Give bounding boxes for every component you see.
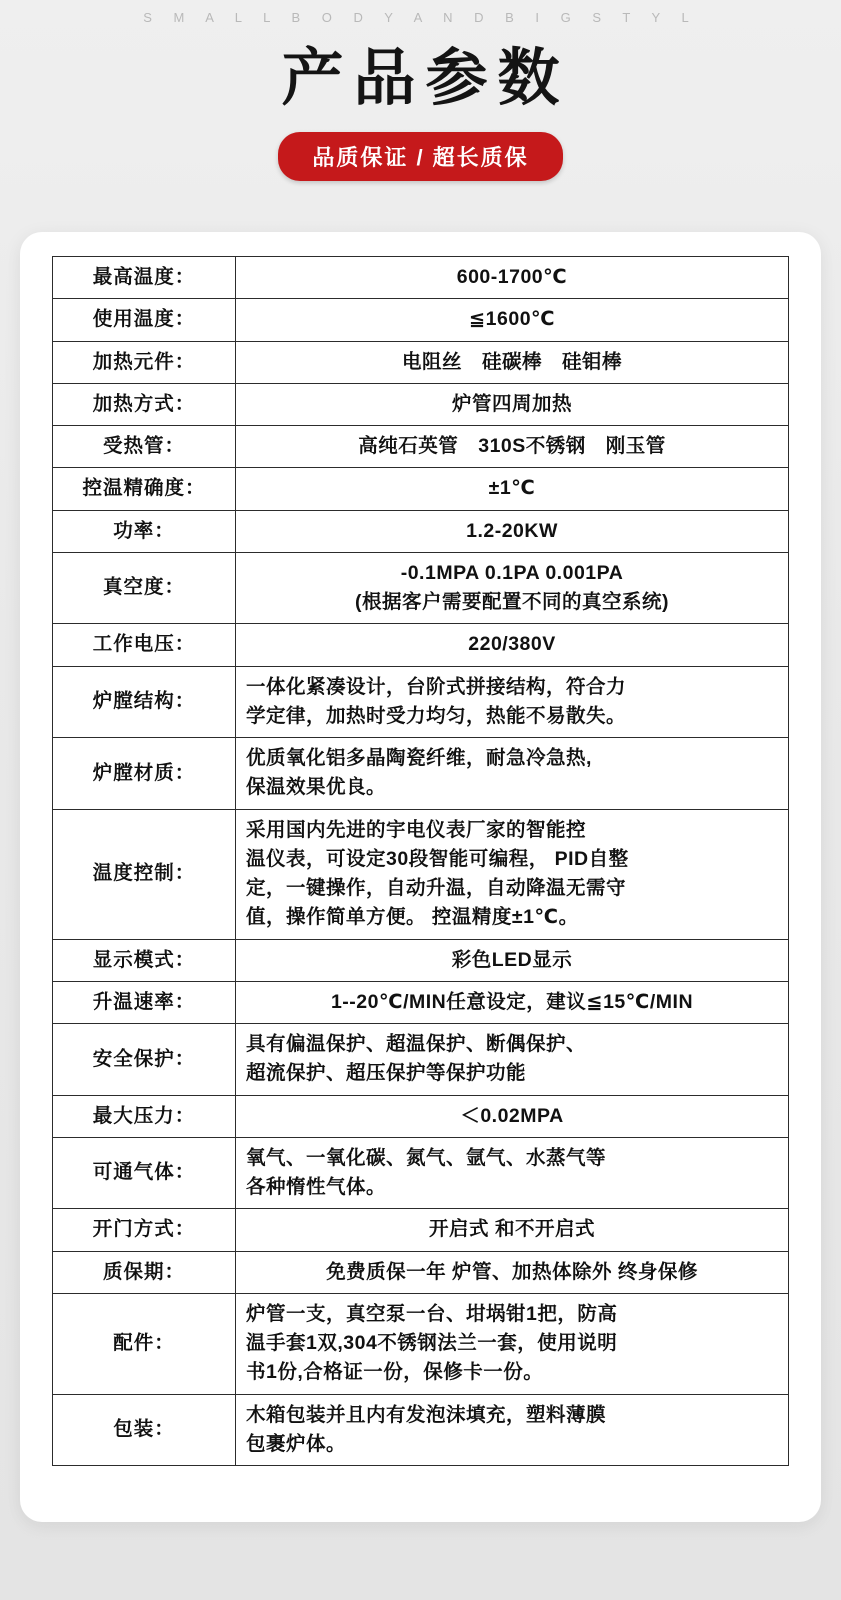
spec-value-line: 值，操作简单方便。 控温精度±1℃。 — [246, 906, 579, 929]
spec-value — [236, 1394, 789, 1466]
spec-value — [236, 1251, 789, 1293]
table-row — [53, 257, 789, 299]
table-row — [53, 1137, 789, 1209]
spec-key: 炉膛结构： — [53, 666, 236, 738]
spec-value-line: 优质氧化铝多晶陶瓷纤维，耐急冷急热, — [246, 747, 592, 769]
table-row — [53, 552, 789, 624]
spec-value-line: 各种惰性气体。 — [246, 1176, 387, 1198]
spec-value — [236, 552, 789, 624]
spec-value-line: 氧气、一氧化碳、氮气、氩气、水蒸气等 — [246, 1146, 607, 1169]
spec-value — [236, 624, 789, 666]
spec-table — [52, 256, 789, 1466]
table-row — [53, 738, 789, 810]
spec-value — [236, 341, 789, 383]
spec-key: 可通气体： — [53, 1137, 236, 1209]
spec-key: 最大压力： — [53, 1095, 236, 1137]
spec-value-line: 1--20℃/MIN任意设定，建议≦15℃/MIN — [330, 990, 694, 1013]
spec-key: 升温速率： — [53, 981, 236, 1023]
spec-value — [236, 1024, 789, 1096]
table-row — [53, 1024, 789, 1096]
spec-key: 使用温度： — [53, 299, 236, 341]
spec-value — [236, 468, 789, 510]
spec-value-line: 学定律，加热时受力均匀，热能不易散失。 — [246, 704, 627, 727]
spec-value-line: -0.1MPA 0.1PA 0.001PA — [400, 561, 624, 584]
table-row — [53, 666, 789, 738]
spec-key: 安全保护： — [53, 1024, 236, 1096]
spec-value-line: 温仪表，可设定30段智能可编程， PID自整 — [246, 847, 629, 870]
table-row — [53, 299, 789, 341]
spec-key: 工作电压： — [53, 624, 236, 666]
spec-value — [236, 1095, 789, 1137]
spec-value-line: 一体化紧凑设计，台阶式拼接结构，符合力 — [246, 675, 627, 698]
spec-key: 包装： — [53, 1394, 236, 1466]
table-row — [53, 1293, 789, 1394]
spec-value-line: 炉管一支，真空泵一台、坩埚钳1把，防高 — [246, 1302, 618, 1325]
spec-value — [236, 809, 789, 939]
spec-value-line: 220/380V — [468, 633, 556, 656]
spec-key: 加热方式： — [53, 383, 236, 425]
spec-value — [236, 257, 789, 299]
spec-value — [236, 738, 789, 810]
spec-value — [236, 510, 789, 552]
spec-value-line: 具有偏温保护、超温保护、断偶保护、 — [246, 1033, 587, 1055]
spec-value-line: 书1份,合格证一份，保修卡一份。 — [246, 1361, 544, 1384]
spec-value — [236, 1209, 789, 1251]
spec-value — [236, 981, 789, 1023]
spec-value-line: 600-1700℃ — [456, 266, 568, 288]
spec-value — [236, 939, 789, 981]
spec-value — [236, 299, 789, 341]
table-row — [53, 341, 789, 383]
spec-value-line: 保温效果优良。 — [246, 776, 387, 799]
page-header — [0, 43, 841, 181]
spec-key: 配件： — [53, 1293, 236, 1394]
spec-value-line: 温手套1双,304不锈钢法兰一套，使用说明 — [246, 1332, 618, 1354]
table-row — [53, 1209, 789, 1251]
spec-value-line: ±1℃ — [488, 477, 536, 500]
spec-value — [236, 1137, 789, 1209]
spec-value-line: (根据客户需要配置不同的真空系统) — [355, 591, 669, 613]
spec-value-line: 包裹炉体。 — [246, 1432, 347, 1455]
spec-key: 受热管： — [53, 426, 236, 468]
table-row — [53, 981, 789, 1023]
quality-badge: 品质保证 / 超长质保 — [278, 132, 562, 181]
table-row — [53, 1095, 789, 1137]
table-row — [53, 1394, 789, 1466]
spec-value-line: 超流保护、超压保护等保护功能 — [246, 1062, 527, 1085]
page-title: 产品参数 — [281, 44, 570, 113]
spec-key: 显示模式： — [53, 939, 236, 981]
spec-value-line: 电阻丝 硅碳棒 硅钼棒 — [401, 350, 622, 373]
spec-value-line: 炉管四周加热 — [451, 392, 572, 415]
spec-key: 控温精确度： — [53, 468, 236, 510]
badge-row — [0, 132, 841, 181]
spec-key: 最高温度： — [53, 257, 236, 299]
spec-value — [236, 426, 789, 468]
spec-card — [20, 232, 821, 1522]
spec-value-line: 木箱包装并且内有发泡沫填充，塑料薄膜 — [246, 1403, 607, 1426]
spec-key: 炉膛材质： — [53, 738, 236, 810]
spec-value-line: 1.2-20KW — [466, 519, 558, 542]
top-ribbon-text: S M A L L B O D Y A N D B I G S T Y L — [143, 10, 698, 25]
table-row — [53, 1251, 789, 1293]
spec-key: 质保期： — [53, 1251, 236, 1293]
table-row — [53, 510, 789, 552]
spec-key: 功率： — [53, 510, 236, 552]
spec-value-line: 高纯石英管 310S不锈钢 刚玉管 — [358, 435, 666, 457]
table-row — [53, 624, 789, 666]
spec-value — [236, 1293, 789, 1394]
spec-value-line: ＜0.02MPA — [460, 1104, 564, 1127]
table-row — [53, 939, 789, 981]
spec-value-line: 采用国内先进的宇电仪表厂家的智能控 — [246, 818, 587, 841]
spec-key: 温度控制： — [53, 809, 236, 939]
spec-value-line: 免费质保一年 炉管、加热体除外 终身保修 — [326, 1260, 698, 1283]
spec-key: 开门方式： — [53, 1209, 236, 1251]
table-row — [53, 809, 789, 939]
spec-value — [236, 383, 789, 425]
spec-value-line: 定，一键操作，自动升温，自动降温无需守 — [246, 877, 627, 899]
spec-key: 真空度： — [53, 552, 236, 624]
table-row — [53, 426, 789, 468]
spec-value-line: ≦1600℃ — [468, 308, 556, 331]
spec-value-line: 开启式 和不开启式 — [429, 1218, 595, 1241]
spec-table-body — [53, 257, 789, 1466]
spec-key: 加热元件： — [53, 341, 236, 383]
table-row — [53, 468, 789, 510]
spec-value — [236, 666, 789, 738]
table-row — [53, 383, 789, 425]
spec-value-line: 彩色LED显示 — [451, 948, 573, 971]
